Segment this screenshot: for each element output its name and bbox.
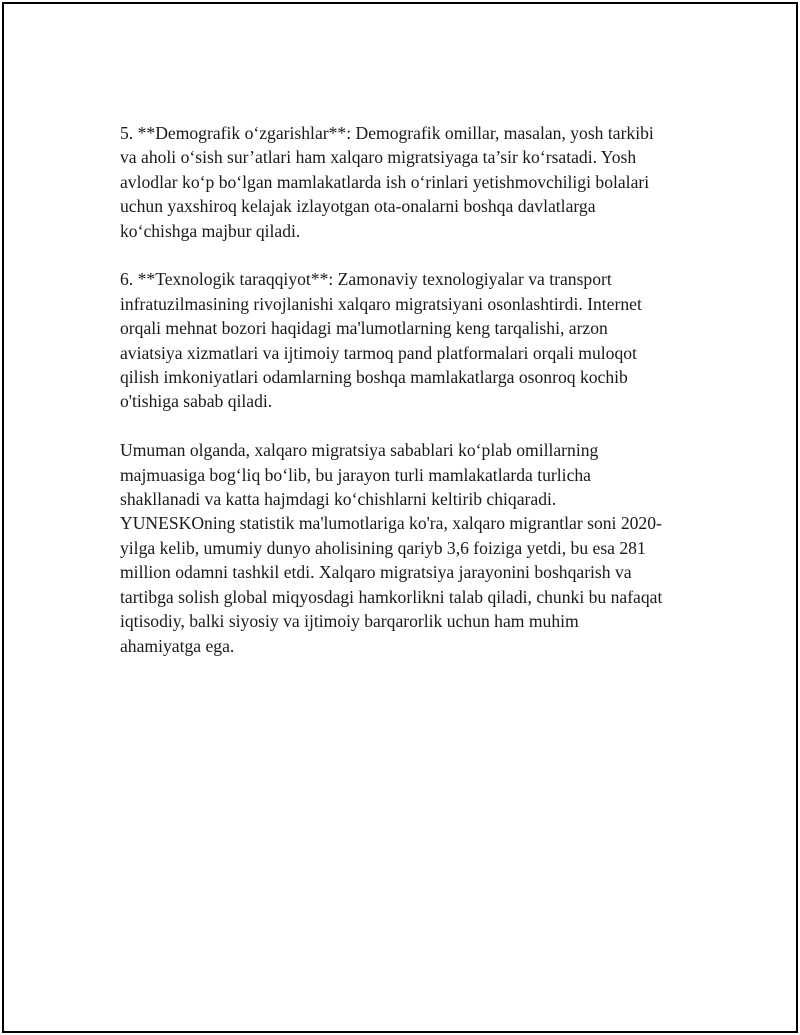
paragraph-conclusion: Umuman olganda, xalqaro migratsiya sabablari ko‘plab omillarning majmuasiga bog‘liq bo‘lib, bu jarayon turli mamlakatlarda turlicha shakllanadi va katta hajmdagi ko‘chishlarni keltirib chiqaradi. YUNESKOning statistik ma'lumotlariga ko'ra, xalqaro migrantlar soni 2020- yilga kelib, umumiy dunyo aholisining qariyb 3,6 foiziga yetdi, bu esa 281 million odamni tashkil etdi. Xalqaro migratsiya jarayonini boshqarish va tartibga solish global miqyosdagi hamkorlikni talab qiladi, chunki bu nafaqat iqtisodiy, balki siyosiy va ijtimoiy barqarorlik uchun ham muhim ahamiyatga ega. [120, 440, 663, 656]
document-page [2, 2, 798, 1033]
paragraph-technological-progress: 6. **Texnologik taraqqiyot**: Zamonaviy texnologiyalar va transport infratuzilmasining rivojlanishi xalqaro migratsiyani osonlashtirdi. Internet orqali mehnat bozori haqidagi ma'lumotlarning keng tarqalishi, arzon aviatsiya xizmatlari va ijtimoiy tarmoq pand platformalari orqali muloqot qilish imkoniyatlari odamlarning boshqa mamlakatlarga osonroq kochib o'tishiga sabab qiladi. [120, 269, 642, 412]
document-body [120, 121, 692, 682]
paragraph-demographic-changes: 5. **Demografik o‘zgarishlar**: Demografik omillar, masalan, yosh tarkibi va aholi o‘sish sur’atlari ham xalqaro migratsiyaga ta’sir ko‘rsatadi. Yosh avlodlar ko‘p bo‘lgan mamlakatlarda ish o‘rinlari yetishmovchiligi bolalari uchun yaxshiroq kelajak izlayotgan ota-onalarni boshqa davlatlarga ko‘chishga majbur qiladi. [120, 123, 654, 241]
